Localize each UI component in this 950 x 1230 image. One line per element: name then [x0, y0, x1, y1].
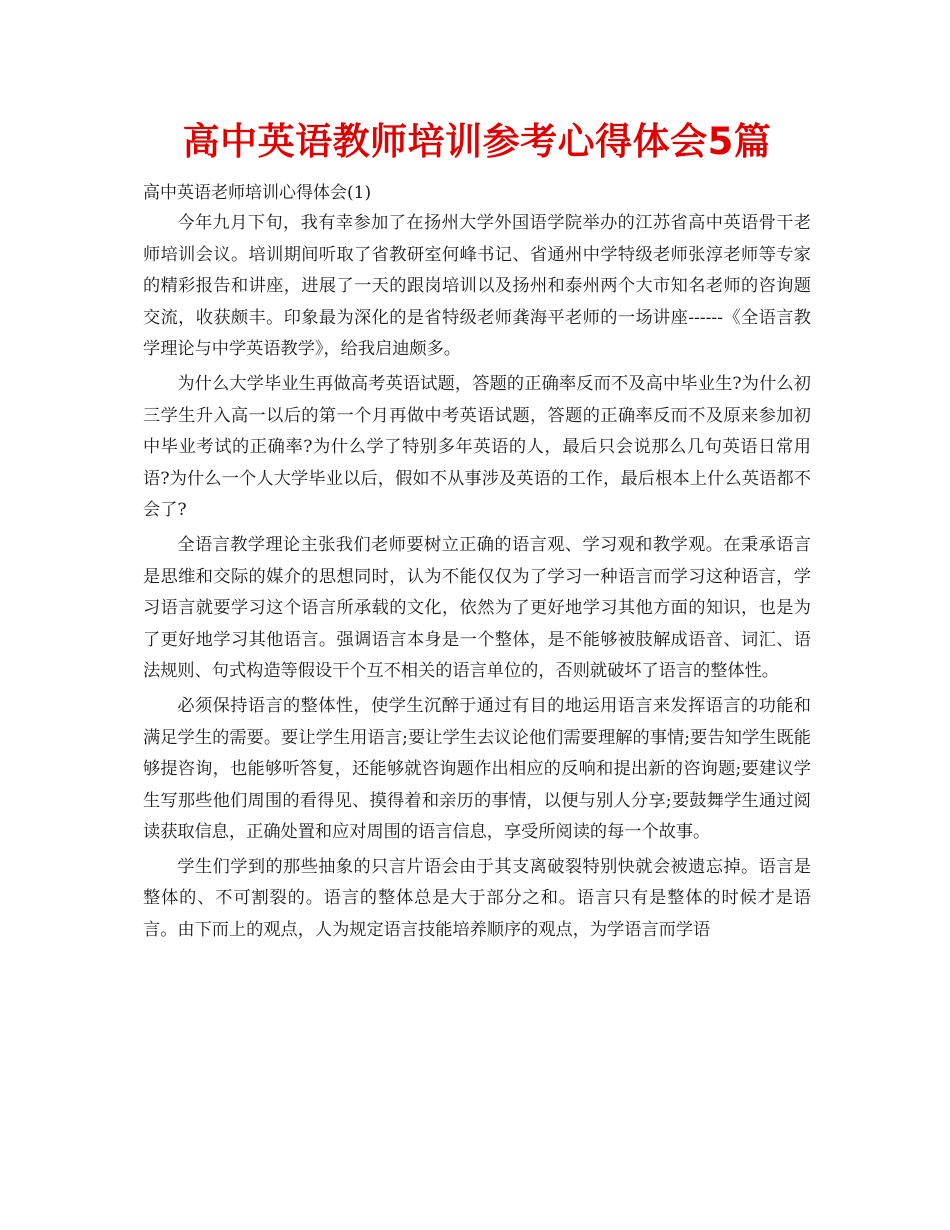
paragraph-1: 今年九月下旬，我有幸参加了在扬州大学外国语学院举办的江苏省高中英语骨干老师培训会议。培训期间听取了省教研室何峰书记、省通州中学特级老师张淳老师等专家的精彩报告和讲座，进展了一天的跟岗培训以及扬州和泰州两个大市知名老师的咨询题交流，收获颇丰。印象最为深化的是省特级老师龚海平老师的一场讲座------《全语言教学理论与中学英语教学》，给我启迪颇多。 [143, 213, 811, 360]
document-title: 高中英语教师培训参考心得体会5篇 [182, 120, 772, 163]
document-subtitle: 高中英语老师培训心得体会(1) [143, 183, 372, 203]
paragraph-2: 为什么大学毕业生再做高考英语试题，答题的正确率反而不及高中毕业生?为什么初三学生升入高一以后的第一个月再做中考英语试题，答题的正确率反而不及原来参加初中毕业考试的正确率?为什么学了特别多年英语的人，最后只会说那么几句英语日常用语?为什么一个人大学毕业以后，假如不从事涉及英语的工作，最后根本上什么英语都不会了? [143, 373, 811, 521]
document-page [143, 118, 811, 947]
paragraph-4: 必须保持语言的整体性，使学生沉醉于通过有目的地运用语言来发挥语言的功能和满足学生的需要。要让学生用语言;要让学生去议论他们需要理解的事情;要告知学生既能够提咨询，也能够听答复，还能够就咨询题作出相应的反响和提出新的咨询题;要建议学生写那些他们周围的看得见、摸得着和亲历的事情，以便与别人分享;要鼓舞学生通过阅读获取信息，正确处置和应对周围的语言信息，享受所阅读的每一个故事。 [143, 695, 811, 843]
paragraph-3: 全语言教学理论主张我们老师要树立正确的语言观、学习观和教学观。在秉承语言是思维和交际的媒介的思想同时，认为不能仅仅为了学习一种语言而学习这种语言，学习语言就要学习这个语言所承载的文化，依然为了更好地学习其他方面的知识，也是为了更好地学习其他语言。强调语言本身是一个整体，是不能够被肢解成语音、词汇、语法规则、句式构造等假设干个互不相关的语言单位的，否则就破坏了语言的整体性。 [143, 534, 811, 682]
paragraph-5: 学生们学到的那些抽象的只言片语会由于其支离破裂特别快就会被遗忘掉。语言是整体的、不可割裂的。语言的整体总是大于部分之和。语言只有是整体的时候才是语言。由下而上的观点，人为规定语言技能培养顺序的观点，为学语言而学语 [143, 856, 811, 941]
